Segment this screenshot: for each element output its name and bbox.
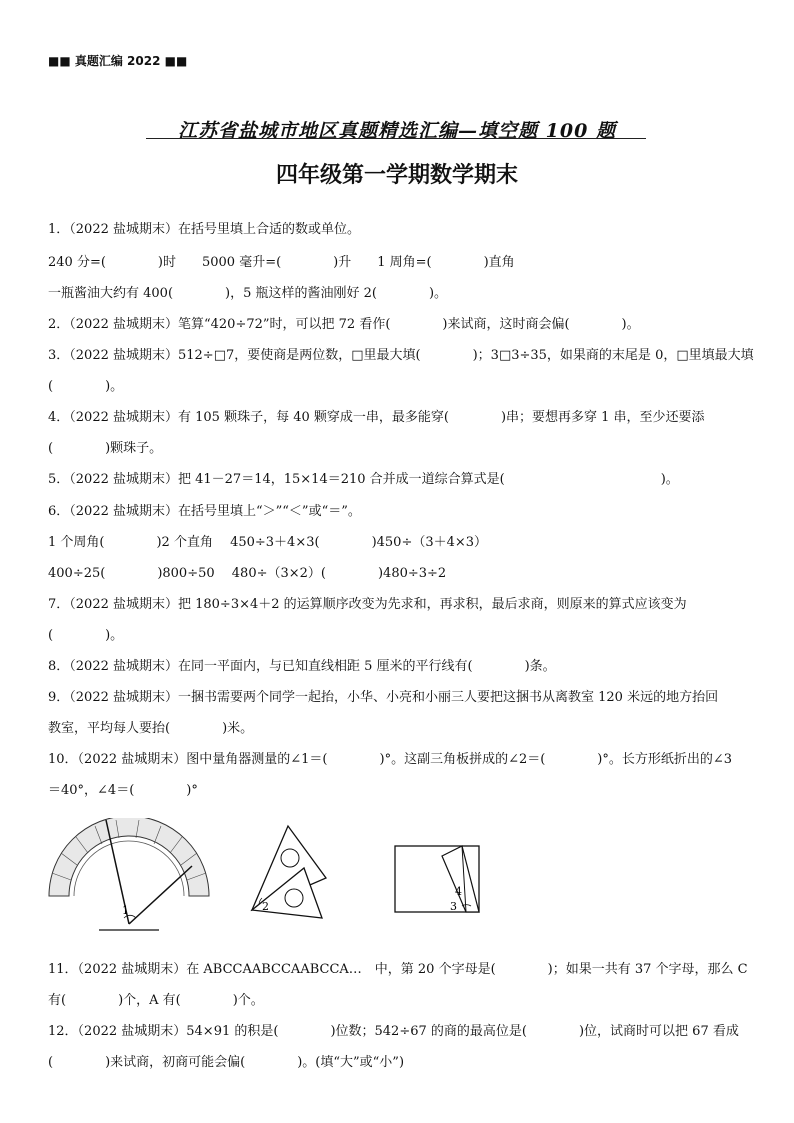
triangle-set-figure xyxy=(244,818,344,922)
protractor-figure xyxy=(44,818,214,940)
question-line: ＝40°，∠4＝( )° xyxy=(48,783,198,798)
question-line: 7．（2022 盐城期末）把 180÷3×4＋2 的运算顺序改变为先求和，再求积，最后求商，则原来的算式应该变为 xyxy=(48,597,687,612)
angle-2-label: 2 xyxy=(262,900,269,913)
question-line: 10．（2022 盐城期末）图中量角器测量的∠1＝( )°。这副三角板拼成的∠2＝( )°。长方形纸折出的∠3 xyxy=(48,752,733,767)
question-line: ( )。 xyxy=(48,379,124,394)
question-line: 3．（2022 盐城期末）512÷□7，要使商是两位数，□里最大填( )；3□3÷35，如果商的末尾是 0，□里填最大填 xyxy=(48,348,754,363)
question-line: 2．（2022 盐城期末）笔算“420÷72”时，可以把 72 看作( )来试商，这时商会偏( )。 xyxy=(48,317,640,332)
angle-4-label: 4 xyxy=(455,885,462,898)
question-line: 240 分=( )时 5000 毫升=( )升 1 周角=( )直角 xyxy=(48,255,515,270)
question-line: 400÷25( )800÷50 480÷（3×2）( )480÷3÷2 xyxy=(48,566,447,581)
header-tag: ■■ 真题汇编 2022 ■■ xyxy=(48,54,188,68)
question-line: 教室，平均每人要抬( )米。 xyxy=(48,721,254,736)
question-line: 4．（2022 盐城期末）有 105 颗珠子，每 40 颗穿成一串，最多能穿( )串；要想再多穿 1 串，至少还要添 xyxy=(48,410,705,425)
page-subtitle: 四年级第一学期数学期末 xyxy=(275,163,518,188)
question-line: 1．（2022 盐城期末）在括号里填上合适的数或单位。 xyxy=(48,222,360,237)
question-line: ( )颗珠子。 xyxy=(48,441,163,456)
question-line: 5．（2022 盐城期末）把 41－27＝14，15×14＝210 合并成一道综合算式是( )。 xyxy=(48,472,679,487)
question-line: 一瓶酱油大约有 400( )，5 瓶这样的酱油刚好 2( )。 xyxy=(48,286,448,301)
page-title: 江苏省盐城市地区真题精选汇编—填空题 100 题 xyxy=(178,120,616,142)
question-line: ( )。 xyxy=(48,628,124,643)
question-line: 11．（2022 盐城期末）在 ABCCAABCCAABCCA… 中，第 20 个字母是( )；如果一共有 37 个字母，那么 C xyxy=(48,962,748,977)
question-line: 8．（2022 盐城期末）在同一平面内，与已知直线相距 5 厘米的平行线有( )条。 xyxy=(48,659,556,674)
question-line: 有( )个，A 有( )个。 xyxy=(48,993,264,1008)
title-underline xyxy=(146,138,646,139)
question-line: ( )来试商，初商可能会偏( )。(填“大”或“小”) xyxy=(48,1055,405,1070)
question-line: 12．（2022 盐城期末）54×91 的积是( )位数；542÷67 的商的最高位是( )位，试商时可以把 67 看成 xyxy=(48,1024,739,1039)
question-line: 6．（2022 盐城期末）在括号里填上“＞”“＜”或“＝”。 xyxy=(48,504,361,519)
angle-1-label: 1 xyxy=(122,904,129,917)
question-line: 9．（2022 盐城期末）一捆书需要两个同学一起抬，小华、小亮和小丽三人要把这捆书从离教室 120 米远的地方抬回 xyxy=(48,690,719,705)
question-line: 1 个周角( )2 个直角 450÷3＋4×3( )450÷（3＋4×3） xyxy=(48,535,488,550)
angle-3-label: 3 xyxy=(450,900,457,913)
folded-rectangle-figure xyxy=(392,818,484,922)
